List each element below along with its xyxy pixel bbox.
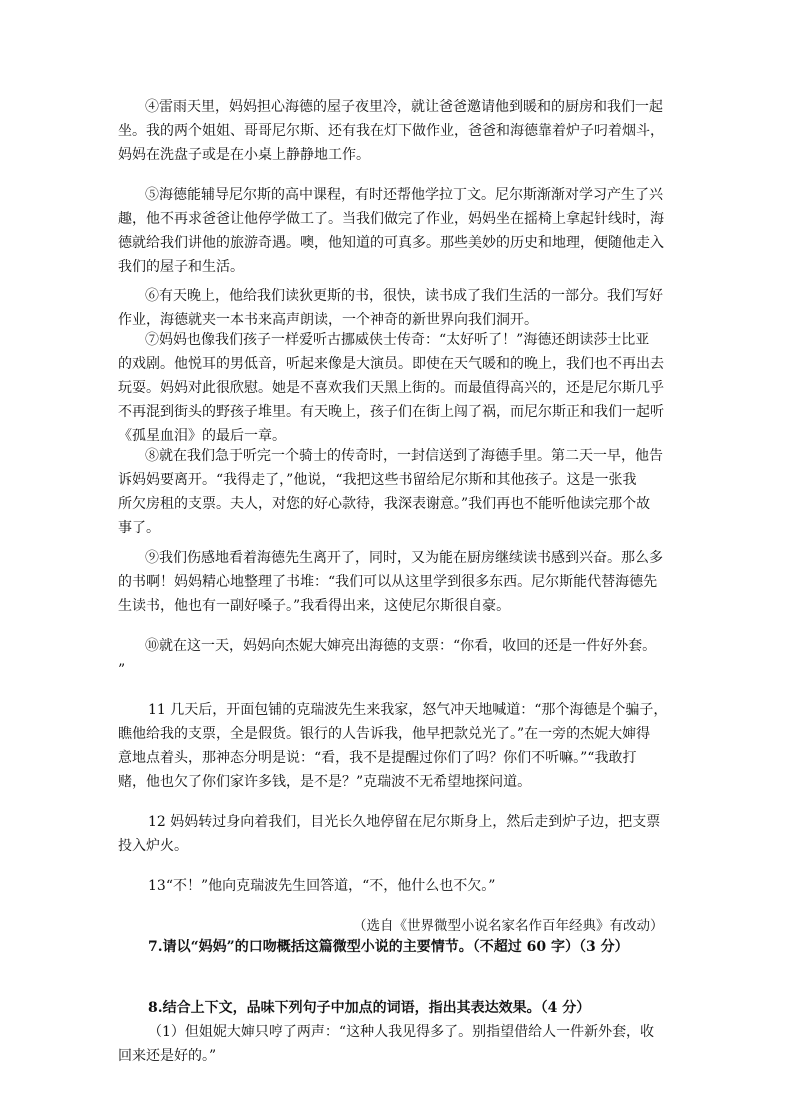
paragraph-5-line-3: 德就给我们讲他的旅游奇遇。噢，他知道的可真多。那些美妙的历史和地理，便随他走入 xyxy=(118,235,664,251)
paragraph-8-line-3: 所欠房租的支票。夫人，对您的好心款待，我深表谢意。”我们再也不能听他读完那个故 xyxy=(118,496,651,512)
paragraph-9-line-3: 生读书，他也有一副好嗓子。”我看得出来，这使尼尔斯很自豪。 xyxy=(118,598,511,614)
paragraph-11-line-3: 意地点着头，那神态分明是说：“看，我不是提醒过你们了吗？你们不听嘛。”“我敢打 xyxy=(118,750,637,766)
paragraph-9-line-1: ⑨我们伤感地看着海德先生离开了，同时，又为能在厨房继续读书感到兴奋。那么多 xyxy=(145,550,663,566)
paragraph-12-line-1: 12 妈妈转过身向着我们，目光长久地停留在尼尔斯身上，然后走到炉子边，把支票 xyxy=(148,814,661,830)
paragraph-7-line-4: 不再混到街头的野孩子堆里。有天晚上，孩子们在街上闯了祸，而尼尔斯正和我们一起听 xyxy=(118,404,664,420)
paragraph-6-line-1: ⑥有天晚上，他给我们读狄更斯的书，很快，读书成了我们生活的一部分。我们写好 xyxy=(145,288,663,304)
paragraph-8-line-2: 诉妈妈要离开。“我得走了，”他说，“我把这些书留给尼尔斯和其他孩子。这是一张我 xyxy=(118,472,637,488)
source-citation: （选自《世界微型小说名家名作百年经典》有改动） xyxy=(353,918,664,934)
paragraph-5-line-4: 我们的屋子和生活。 xyxy=(118,259,244,275)
paragraph-5-line-2: 趣，他不再求爸爸让他停学做工了。当我们做完了作业，妈妈坐在摇椅上拿起针线时，海 xyxy=(118,211,664,227)
paragraph-8-line-1: ⑧就在我们急于听完一个骑士的传奇时，一封信送到了海德手里。第二天一早，他告 xyxy=(145,448,663,464)
paragraph-12-line-2: 投入炉火。 xyxy=(118,838,188,854)
paragraph-10-line-1: ⑩就在这一天，妈妈向杰妮大婶亮出海德的支票：“你看，收回的还是一件好外套。 xyxy=(145,638,657,654)
question-7: 7.请以“妈妈”的口吻概括这篇微型小说的主要情节。（不超过 60 字）（3 分） xyxy=(148,939,629,955)
paragraph-11-line-2: 瞧他给我的支票，全是假货。银行的人告诉我，他早把款兑光了。”在一旁的杰妮大婶得 xyxy=(118,726,651,742)
paragraph-4-line-3: 妈妈在洗盘子或是在小桌上静静地工作。 xyxy=(118,147,370,163)
paragraph-6-line-2: 作业，海德就夹一本书来高声朗读，一个神奇的新世界向我们洞开。 xyxy=(118,312,538,328)
paragraph-7-line-5: 《孤星血泪》的最后一章。 xyxy=(118,428,286,444)
paragraph-7-line-3: 玩耍。妈妈对此很欣慰。她是不喜欢我们天黑上街的。而最值得高兴的，还是尼尔斯几乎 xyxy=(118,380,664,396)
paragraph-13-line-1: 13“不！”他向克瑞波先生回答道，“不，他什么也不欠。” xyxy=(148,878,496,894)
paragraph-8-line-4: 事了。 xyxy=(118,520,160,536)
paragraph-11-line-4: 赌，他也欠了你们家许多钱，是不是？”克瑞波不无希望地探问道。 xyxy=(118,774,532,790)
paragraph-10-line-2: ” xyxy=(118,662,126,678)
paragraph-9-line-2: 的书啊！妈妈精心地整理了书堆：“我们可以从这里学到很多东西。尼尔斯能代替海德先 xyxy=(118,574,658,590)
paragraph-4-line-1: ④雷雨天里，妈妈担心海德的屋子夜里冷，就让爸爸邀请他到暖和的厨房和我们一起 xyxy=(145,99,663,115)
paragraph-7-line-1: ⑦妈妈也像我们孩子一样爱听古挪威侠士传奇：“太好听了！”海德还朗读莎士比亚 xyxy=(145,332,650,348)
question-8-item-1-line-1: （1）但姐妮大婶只哼了两声：“这种人我见得多了。别指望借给人一件新外套，收 xyxy=(148,1024,655,1040)
paragraph-11-line-1: 11 几天后，开面包铺的克瑞波先生来我家，怒气冲天地喊道：“那个海德是个骗子， xyxy=(148,702,668,718)
paragraph-4-line-2: 坐。我的两个姐姐、哥哥尼尔斯、还有我在灯下做作业，爸爸和海德靠着炉子叼着烟斗， xyxy=(118,123,664,139)
paragraph-5-line-1: ⑤海德能辅导尼尔斯的高中课程，有时还帮他学拉丁文。尼尔斯渐渐对学习产生了兴 xyxy=(145,187,663,203)
paragraph-7-line-2: 的戏剧。他悦耳的男低音，听起来像是大演员。即使在天气暖和的晚上，我们也不再出去 xyxy=(118,356,664,372)
question-8-item-1-line-2: 回来还是好的。” xyxy=(118,1048,217,1064)
question-8: 8.结合上下文，品味下列句子中加点的词语，指出其表达效果。（4 分） xyxy=(148,1000,591,1016)
